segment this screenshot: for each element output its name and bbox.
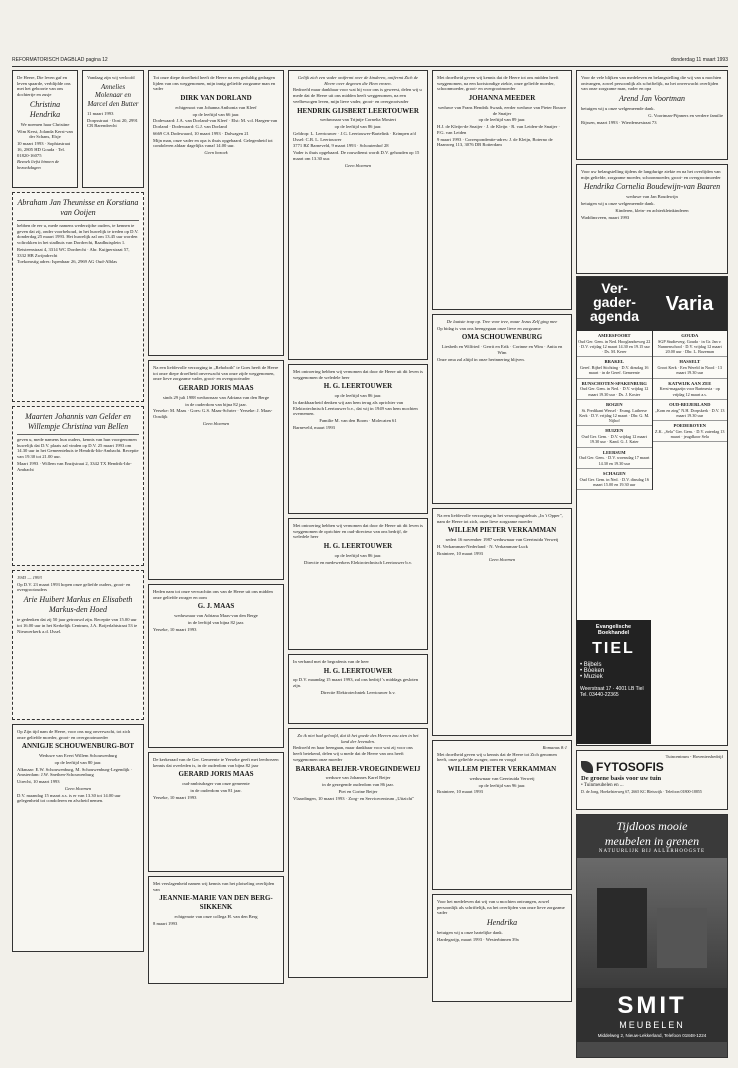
ad-quote: Zo ik niet had geloofd, dat ik het goede des Heeren zou zien in het land der levenden. (297, 733, 419, 744)
ad-text: Met verslagenheid namen wij kennis van het plotseling overlijden van (153, 881, 275, 892)
agenda-item (653, 331, 728, 357)
thanks-notice-boudewijn (576, 164, 728, 274)
ad-age: op de leeftijd van 86 jaar. (334, 124, 382, 130)
ad-text: Bedroefd maar dankbaar voor wat hij voor ons is geweest, delen wij u mede dat de Heere uit ons midden heeft weggenomen, na een veelbewogen leven, mijn lieve vader, groot- en overgrootvader (293, 87, 422, 104)
ad-foot: betuigen wij u onze welgemeende dank. (581, 201, 655, 207)
church-notice-maas (148, 752, 284, 872)
column-3 (288, 70, 428, 982)
ad-foot: betuigen wij u onze hartelijke dank. (437, 930, 503, 936)
ad-age: in de ouderdom van bijna 82 jaar. (185, 401, 247, 407)
ad-sub: weduwnaar van Geertruida Verweij (469, 775, 535, 781)
ad-sub: weduwe van Johannes Karel Beijer (325, 775, 391, 781)
fyto-address: D. de Jong, Hoekelsterweg 67, 2665 KC Bleiswijk · Telefoon 01800-18855 (581, 789, 702, 794)
agenda-title (577, 277, 652, 331)
ad-address: Dorpsstraat · Oost 20, 2991 CR Barendrecht (87, 117, 138, 129)
ad-place: Braintree, 10 maart 1993 (437, 789, 483, 795)
ad-place: Braintree, 10 maart 1993 (437, 550, 483, 556)
smit-banner (577, 815, 727, 858)
ad-text: Met droefheid geven wij kennis dat de Heere tot ons midden heeft weggenomen, na een kortstondige ziekte, onze geliefde moeder, schoonmoeder, groot- en overgrootmoeder (437, 75, 559, 92)
ad-place: Yerseke, 10 maart 1993 (153, 794, 197, 800)
company-notice-leertouwer-2 (288, 518, 428, 650)
agenda-city: GOUDA (681, 333, 699, 338)
ad-sign: Kinderen, klein- en achterkleinkinderen (615, 207, 689, 213)
couple-names: Annelies Molenaar en Marcel den Butter (87, 82, 139, 109)
ad-quote-ref: Romanus 8:1 (542, 745, 567, 750)
wedding-announcement-1 (12, 192, 144, 402)
agenda-item (653, 421, 728, 442)
agenda-item (577, 426, 652, 447)
ad-family: Liesbeth en Wilfried · Gerrit en Erik · Corinne en Wim · Anita en Wim (441, 344, 563, 355)
agenda-title-line: Ver- (601, 280, 628, 296)
agenda-city: KATWIJK AAN ZEE (668, 380, 712, 386)
ad-family: Dodewaard: J.A. van Dorland-van Kleef · Elst: M. v.d. Haegen-van Dorland · Dodewaard: G.J. van Dorland (153, 118, 278, 130)
ad-place: Waddinxveen, maart 1993 (581, 214, 630, 220)
deceased-name: Hendrika Cornelia Boudewijn-van Baaren (583, 182, 721, 192)
ad-family: Yerseke: M. Maas · Goes: G.S. Maas-Schrier · Yerseke: J. Maas-Oosdijk (153, 408, 273, 420)
agenda-city: POEDEROYEN (673, 423, 706, 429)
ad-sub: oud-ambtsdrager van onze gemeente (182, 781, 250, 787)
ad-sub: weduwnaar van Adriana Maas-van den Berge (174, 613, 258, 619)
death-notice-van-den-berg (148, 876, 284, 984)
couple-names: Abraham Jan Theunisse en Korstiana van Ooijen (17, 198, 139, 217)
smit-banner-line: meubelen in grenen (604, 834, 700, 848)
ad-text: De Heere, Die leven gaf en leven spaarde, verblijdde ons met het geboorte van ons dochtertje en zusje (17, 75, 71, 98)
death-notice-meeder (432, 70, 572, 310)
ad-text: Bedroefd en haar heengaan, maar dankbaar voor wat zij voor ons heeft betekend, delen wij u mede dat de Heere van ons heeft weggenomen onze moeder (293, 745, 413, 762)
agenda-item (577, 400, 652, 426)
thanks-notice-voortman (576, 70, 728, 160)
agenda-text: Oud Ger. Gem. in Ned. · D.V. vrijdag 12 maart 19.30 uur · Ds. J. Koster (580, 386, 649, 397)
deceased-name: WILLEM PIETER VERKAMMAN (447, 526, 557, 535)
deceased-name: ANNIGJE SCHOUWENBURG-BOT (21, 742, 135, 751)
deceased-name: G. J. MAAS (197, 602, 235, 611)
ad-quote: Gelijk zich een vader ontfermt over de kinderen, ontfermt Zich de Heere over degenen die Hem vrezen. (297, 75, 419, 86)
ad-sub: sedert 16 november 1987 weduwnaar van Geertruida Verweij (445, 537, 559, 543)
ad-address: 10 maart 1993 · Sophiastraat 16, 2805 HD Gouda · Tel. 01820-16075 (17, 141, 71, 158)
fyto-sub: • Tuinmeubelen en ... (581, 782, 624, 788)
header-left: REFORMATORISCH DAGBLAD pagina 12 (12, 57, 108, 63)
agenda-item (653, 400, 728, 421)
agenda-title-line: gader- (593, 294, 636, 310)
page-header (12, 56, 728, 67)
tiel-address: Weerstraat 17 · 4001 LB Tiel (580, 686, 644, 692)
ad-age: op de leeftijd van 86 jaar. (334, 393, 382, 399)
ad-text: Voor uw belangstelling tijdens de langdurige ziekte en na het overlijden van mijn geliefde, zorgzame moeder, schoonmoeder, groot- en overgrootmoeder (581, 169, 721, 180)
ad-sign: G. Voortman-Pijnners en verdere familie (648, 112, 723, 118)
agenda-text: Groot Kerk · Een Wereld in Nood · 13 maart 19.30 uur (657, 365, 722, 376)
agenda-city: OUD-BEIJERLAND (669, 401, 711, 407)
ad-quote: De laatste trap op. Tree voor tree, maar Jezus Zelf ging mee (446, 319, 558, 324)
fyto-top: Tuincentrum - Hoveniersbedrijf (665, 754, 723, 759)
ad-sign: Piet en Corine Beijer (338, 788, 378, 794)
ad-sub: weduwnaar van Trijntje Cornelia Mostert (319, 117, 397, 123)
deceased-name: JOHANNA MEEDER (468, 94, 536, 103)
company-notice-leertouwer-1 (288, 364, 428, 514)
agenda-item (653, 379, 728, 400)
ad-text: Op D.V. 23 maart 1993 hopen onze geliefde ouders, groot- en overgrootouders (17, 581, 131, 593)
anniversary-announcement (12, 570, 144, 720)
agenda-text: „Kom en zing" N.H. Dorpskerk · D.V. 13 maart 19.30 uur (655, 407, 725, 418)
ad-place: Vlaardingen, 10 maart 1993 · Zorg- en Servicecentrum „Uitzicht" (293, 795, 415, 801)
ad-no-flowers: Geen bloemen (344, 162, 372, 168)
agenda-left-list (577, 331, 653, 490)
death-notice-oma-schouwenburg (432, 314, 572, 504)
ad-family: Geldrop: L. Leertouwer · J.G. Leertouwer-Bartelink · Krimpen a/d IJssel: C.B. L. Leertouwer (293, 130, 416, 142)
ad-age: op de leeftijd van 89 jaar. (478, 117, 526, 123)
fyto-brand: FYTOSOFIS (596, 759, 664, 774)
ad-text: De kerkeraad van de Ger. Gemeente te Yerseke geeft met leedwezen kennis dat overleden is, in de ouderdom van bijna 82 jaar (153, 757, 279, 768)
death-notice-maas (148, 360, 284, 580)
ad-sub: We noemen haar Christine (20, 121, 70, 127)
ad-age: op de leeftijd van 96 jaar. (478, 782, 526, 788)
furniture-picture (577, 858, 727, 988)
ad-age: in de gezegende ouderdom van 86 jaar. (322, 782, 394, 788)
death-notice-verkamman-2 (432, 740, 572, 890)
column-5 (576, 70, 728, 278)
tiel-item: • Muziek (580, 674, 603, 680)
ad-place: 3771 BZ Barneveld, 9 maart 1993 · Schoutenhof 28 (293, 143, 389, 149)
smit-address: Middelweg 2, Nieuw-Lekkerland, Telefoon 01848-1224 (597, 1033, 707, 1038)
agenda-text: SGP Studieverg. Gouda · in Gr. Jan v. Nunnenschool · D.V. vrijdag 12 maart 20.00 uur · Dhr. L. Bozeman (657, 338, 722, 355)
deceased-name: H. G. LEERTOUWER (323, 666, 393, 675)
header-right: donderdag 11 maart 1993 (670, 57, 728, 63)
ad-place: 9 maart 1993 · Correspondentie-adres: J. de Kleijn, Boterno de Haanweg 113, 3076 DB Rotterdam (437, 136, 553, 148)
smit-sub: MEUBELEN (619, 1020, 685, 1030)
ad-text: In verband met de begrafenis van de heer (293, 659, 369, 664)
smit-brand: SMIT (617, 992, 687, 1019)
ad-place: 8 maart 1993 (153, 920, 178, 926)
ad-text: Met droefheid geven wij u kennis dat de Heere tot Zich genomen heeft, onze geliefde zwager, oom en voogd (437, 751, 557, 763)
deceased-name: GERARD JORIS MAAS (178, 770, 254, 779)
ad-foot: betuigen wij u onze welgemeende dank. (581, 106, 655, 112)
ad-sub: echtgenoot van Johanna Anthonia van Kleef (175, 104, 257, 110)
tiel-bookstore-ad (576, 620, 651, 744)
agenda-text: Oud Ger. Gem. in Ned. Hooglandseweg 22 · D.V. vrijdag 12 maart 14.30 en 19.15 uur · Ds. M. Kerer (578, 338, 651, 355)
engagement-announcement (82, 70, 144, 188)
agenda-city: HASSELT (679, 359, 701, 365)
ad-text: Voor het medeleven dat wij van u mochten ontvangen, zowel persoonlijk als schriftelijk, na het overlijden van onze lieve zorgzame vader (437, 899, 565, 916)
agenda-right-list (653, 331, 728, 490)
ad-body: op D.V. maandag 15 maart 1993, zal ons bedrijf 's middags gesloten zijn. (293, 677, 419, 689)
tiel-item: • Bijbels (580, 662, 602, 668)
agenda-city: HUIZEN (605, 428, 624, 434)
deceased-name: HENDRIK GIJSBERT LEERTOUWER (297, 106, 419, 115)
deceased-name: H. G. LEERTOUWER (323, 542, 393, 551)
agenda-text: Oud Ger. Gem. · D.V. vrijdag 12 maart 19.30 uur · Kand. G. J. Kater (581, 434, 647, 445)
ad-text: Met ontroering hebben wij vernomen dat door de Heere uit dit leven is weggenomen de oprichter en oud-directeur van ons bedrijf, de weledele heer (293, 523, 423, 540)
ad-foot: Onze oma zal altijd in onze herinnering blijven. (437, 356, 525, 362)
agenda-city: LEERSUM (602, 449, 626, 455)
agenda-text: Oud Ger. Gem. · D.V. woensdag 17 maart 14.30 en 19.30 uur (579, 455, 650, 466)
deceased-name: GERARD JORIS MAAS (178, 384, 254, 393)
column-1 (12, 70, 144, 956)
tiel-title: Evangelische Boekhandel (595, 624, 632, 636)
birth-announcement (12, 70, 78, 188)
agenda-city: BRAKEL (604, 359, 624, 365)
ad-no-visit: Geen bezoek (204, 150, 228, 156)
ad-place: Hardegarijp, maart 1993 · Westerbinnen 39a (437, 936, 519, 942)
ad-age: op de leeftijd van 80 jaar. (54, 759, 102, 765)
ad-age: op de leeftijd van 66 jaar. (192, 111, 240, 117)
ad-family: H. Verkamman-Nederland · N. Verkamman-Luck (437, 543, 528, 549)
couple-names: Maarten Johannis van Gelder en Willempje Christina van Bellen (25, 412, 131, 431)
varia-title: Varia (652, 277, 727, 331)
ad-sub: Weduwe van Evert Willem Schouwenburg (38, 753, 118, 759)
agenda-title-line: agenda (589, 308, 639, 324)
ad-no-flowers: Geen bloemen (488, 557, 516, 563)
agenda-item (577, 379, 652, 400)
death-notice-van-dorland (148, 70, 284, 356)
agenda-item (653, 357, 728, 378)
ad-body: In dankbaarheid denken wij aan hem terug als oprichter van Elektrotechnisch Leertouwer b.v., dat wij in 1949 van hem mochten overnemen. (293, 399, 418, 417)
ad-age: in de ouderdom van 81 jaar. (190, 787, 242, 793)
ad-place: Utrecht, 10 maart 1993 (17, 779, 60, 785)
ad-sub: weduwe van Jan Boudewijn (626, 194, 678, 200)
ad-note: Mijn man, onze vader en opa is thuis opgebaard. Gelegenheid tot condoleren aldaar dagelijks vanaf 14.00 uur. (153, 137, 273, 149)
closing-notice-leertouwer (288, 654, 428, 724)
deceased-name: H. G. LEERTOUWER (323, 382, 393, 391)
ad-text: Na een liefdevolle verzorging in het verzorgingstehuis „In 't Opper", nam de Heere tot zich, onze lieve zorgzame moeder (437, 513, 563, 524)
ad-family: Wim Kerst, Jolanda Kerst-van der Schans, Elsje (17, 128, 73, 140)
deceased-name: OMA SCHOUWENBURG (461, 333, 543, 342)
agenda-text: Geref. Bijbel Stichting · D.V. dinsdag 16 maart · in de Geref. Gemeente (580, 365, 649, 376)
column-2 (148, 70, 284, 988)
agenda-text: Oud Ger. Gem. in Ned. · D.V. dinsdag 16 maart 15.00 en 19.30 uur (579, 476, 649, 487)
ad-no-flowers: Geen bloemen (64, 785, 92, 791)
agenda-text: Z.K. „Sela" Ger. Gem. · D.V. zaterdag 13 maart · jeugdkoor Sela (655, 428, 725, 440)
agenda-text: Kerst-magazijn voor Barimesia · op vrijdag 12 maart a.s. (659, 386, 720, 397)
agenda-city: SCHAGEN (602, 470, 626, 476)
ad-visit: Bezoek liefst binnen de bezoekdagen (17, 159, 60, 171)
tiel-phone: Tel. 03440-22365 (580, 692, 619, 698)
ad-text: Op Zijn tijd nam de Heere, voor ons nog onverwacht, tot zich onze geliefde moeder, groot- en overgrootmoeder (17, 729, 131, 740)
ad-text: Vandaag zijn wij verloofd (87, 75, 135, 80)
death-notice-verkamman-1 (432, 508, 572, 736)
ad-no-flowers: Geen bloemen (202, 420, 230, 426)
ad-place: 6669 CA Dodewaard, 10 maart 1993 · Dalwagen 21 (153, 130, 249, 136)
tiel-items (580, 662, 647, 680)
tiel-name: TIEL (592, 640, 635, 657)
deceased-name: WILLEM PIETER VERKAMMAN (447, 765, 557, 774)
death-notice-leertouwer (288, 70, 428, 360)
ad-body: te gedenken dat zij 50 jaar getrouwd zijn. Receptie van 15.00 uur tot 16.00 uur in het Kerkelijk Centrum, J.A. Boijerlahtstraat 53 te Nieuwerkerk a.d. IJssel. (17, 617, 138, 634)
ad-years: 1943 — 1993 (17, 575, 42, 580)
death-notice-beijer (288, 728, 428, 978)
ad-address: Maart 1993 · Willem van Enzijstraat 2, 3342 TX Hendrik-Ido-Ambacht (17, 460, 132, 472)
ad-text: Met ontroering hebben wij vernomen dat door de Heere uit dit leven is weggenomen de weledele heer (293, 369, 423, 380)
ad-sub: sinds 29 juli 1988 weduwnaar van Adriana van den Berge (162, 394, 270, 400)
agenda-city: BOGEN (605, 401, 623, 407)
child-name: Christina Hendrika (29, 99, 61, 119)
deceased-name: DIRK VAN DORLAND (180, 94, 252, 103)
fytosofis-ad (576, 750, 728, 810)
agenda-item (577, 357, 652, 378)
agenda-text: St. Predikant Wessel · Evang. Lutherse Kerk · D.V. vrijdag 12 maart · Dhr. G. M. Nijhof (579, 407, 650, 424)
wedding-announcement-2 (12, 406, 144, 566)
ad-place: Yerseke, 10 maart 1993 (153, 626, 197, 632)
deceased-name: Hendrika (486, 918, 518, 928)
agenda-city: BUNSCHOTEN-SPAKENBURG (581, 380, 647, 386)
leaf-icon (581, 761, 593, 773)
ad-future-address: Toekomstig adres: Ispenhaar 26, 2969 AG Oud-Alblas (17, 259, 118, 265)
ad-sub: echtgenote van onze collega H. van den Berg (174, 913, 258, 919)
column-4 (432, 70, 572, 1006)
couple-names: Arie Huibert Markus en Elisabeth Markus-den Hoed (23, 595, 133, 615)
ad-sign: Directie Elektrotechniek Leertouwer b.v. (320, 689, 396, 695)
agenda-item (577, 469, 652, 490)
fyto-slogan: De groene basis voor uw tuin (581, 774, 662, 782)
ad-age: in de leeftijd van bijna 82 jaar. (188, 619, 244, 625)
deceased-name: BARBARA BEIJER-VROEGINDEWEIJ (295, 764, 421, 773)
thanks-notice-hendrika (432, 894, 572, 1002)
deceased-name: JEANNIE-MARIE VAN DEN BERG-SIKKENK (159, 894, 273, 912)
smit-banner-line: Tijdloos mooie (616, 819, 688, 833)
tiel-item: • Boeken (580, 668, 605, 674)
ad-family: H.J. de Kleijn-de Snaijer · J. de Kleijn · R. van Leiden-de Snaijer · P.G. van Leiden (437, 124, 560, 135)
ad-text: Na een liefdevolle verzorging in „Rehoboth" te Goes heeft de Heere tot onze diepe droefheid onverwacht van onze zijde weggenomen, onze lieve zorgzame vader, groot- en overgrootvader (153, 365, 279, 382)
ad-sign: Directie en medewerkers Elektrotechnisch Leertouwer b.v. (304, 559, 412, 565)
ad-date: 11 maart 1993 (87, 110, 114, 116)
ad-sign: Familie M. van den Boom · Molecaten 61 (319, 418, 397, 424)
agenda-item (577, 331, 652, 357)
smit-meubelen-ad (576, 814, 728, 1058)
agenda-item (577, 448, 652, 469)
ad-sub: weduwe van Frans Hendrik Swaak, eerder weduwe van Pieter Bouwe de Snaijer (437, 104, 567, 116)
ad-text: geven u, mede namens hun ouders, kennis van hun voorgenomen huwelijk dat D.V. plaats zal vinden op D.V. 25 maart 1993 om 14.30 uur in het Gemeentehuis te Hendrik-Ido-Ambacht. Receptie van 19.30 tot 21.00 uur. (17, 437, 139, 460)
ad-foot: D.V. maandag 15 maart a.s. is er van 13.30 tot 14.00 uur gelegenheid tot condoleren en afscheid nemen. (17, 792, 121, 804)
smit-banner-line: NATUURLIJK BIJ ALLERHOOGSTE (598, 849, 706, 854)
ad-place: Rijssen, maart 1993 · Wierdensestraat 73 (581, 119, 657, 125)
ad-text: hebben de eer u, mede namens wederzijdse ouders, te kennen te geven dat zij, onder voorbehoud, in het huwelijk te treden op D.V. donderdag 25 maart 1993. Het huwelijk zal om 13.45 uur worden voltrokken in het stadhuis van Dordrecht, Raadhuisplein 1. (17, 223, 139, 246)
ad-text: Op bidag is van ons heengegaan onze lieve en zorgzame (437, 325, 541, 331)
ad-text: Tot onze diepe droefheid heeft de Heere na een geduldig gedragen lijden van ons weggenomen, mijn innig geliefde zorgzame man en vader (153, 75, 276, 92)
deceased-name: Arend Jan Voortman (619, 94, 685, 104)
ad-text: Heden nam tot onze verwachtin ons van de Heere uit ons midden onze geliefde zwager en oom (153, 589, 273, 600)
ad-note: Vader is thuis opgebaard. De rouwdienst wordt D.V. gehouden op 15 maart om 13.30 uur. (293, 150, 420, 161)
ad-place: Barneveld, maart 1993 (293, 424, 335, 430)
ad-age: op de leeftijd van 86 jaar. (334, 552, 382, 558)
agenda-city: AMERSFOORT (597, 333, 631, 338)
ad-text: Voor de vele blijken van medeleven en belangstelling die wij van u mochten ontvangen, zowel persoonlijk als schriftelijk, na het onverwacht overlijden van onze zorgzame man, vader en opa (581, 75, 722, 92)
death-notice-g-j-maas (148, 584, 284, 748)
ad-family: Alkmaar: E.W. Schouwenburg, M. Schouwenburg-Legendijk · Amsterdam: J.W. Snethen-Schouwenburg (17, 766, 133, 778)
ad-address: Retsteenstraat 4, 3314 WC Dordrecht · Abr. Kuijperstraat 57, 3332 HB Zwijndrecht (17, 246, 130, 258)
death-notice-schouwenburg (12, 724, 144, 952)
